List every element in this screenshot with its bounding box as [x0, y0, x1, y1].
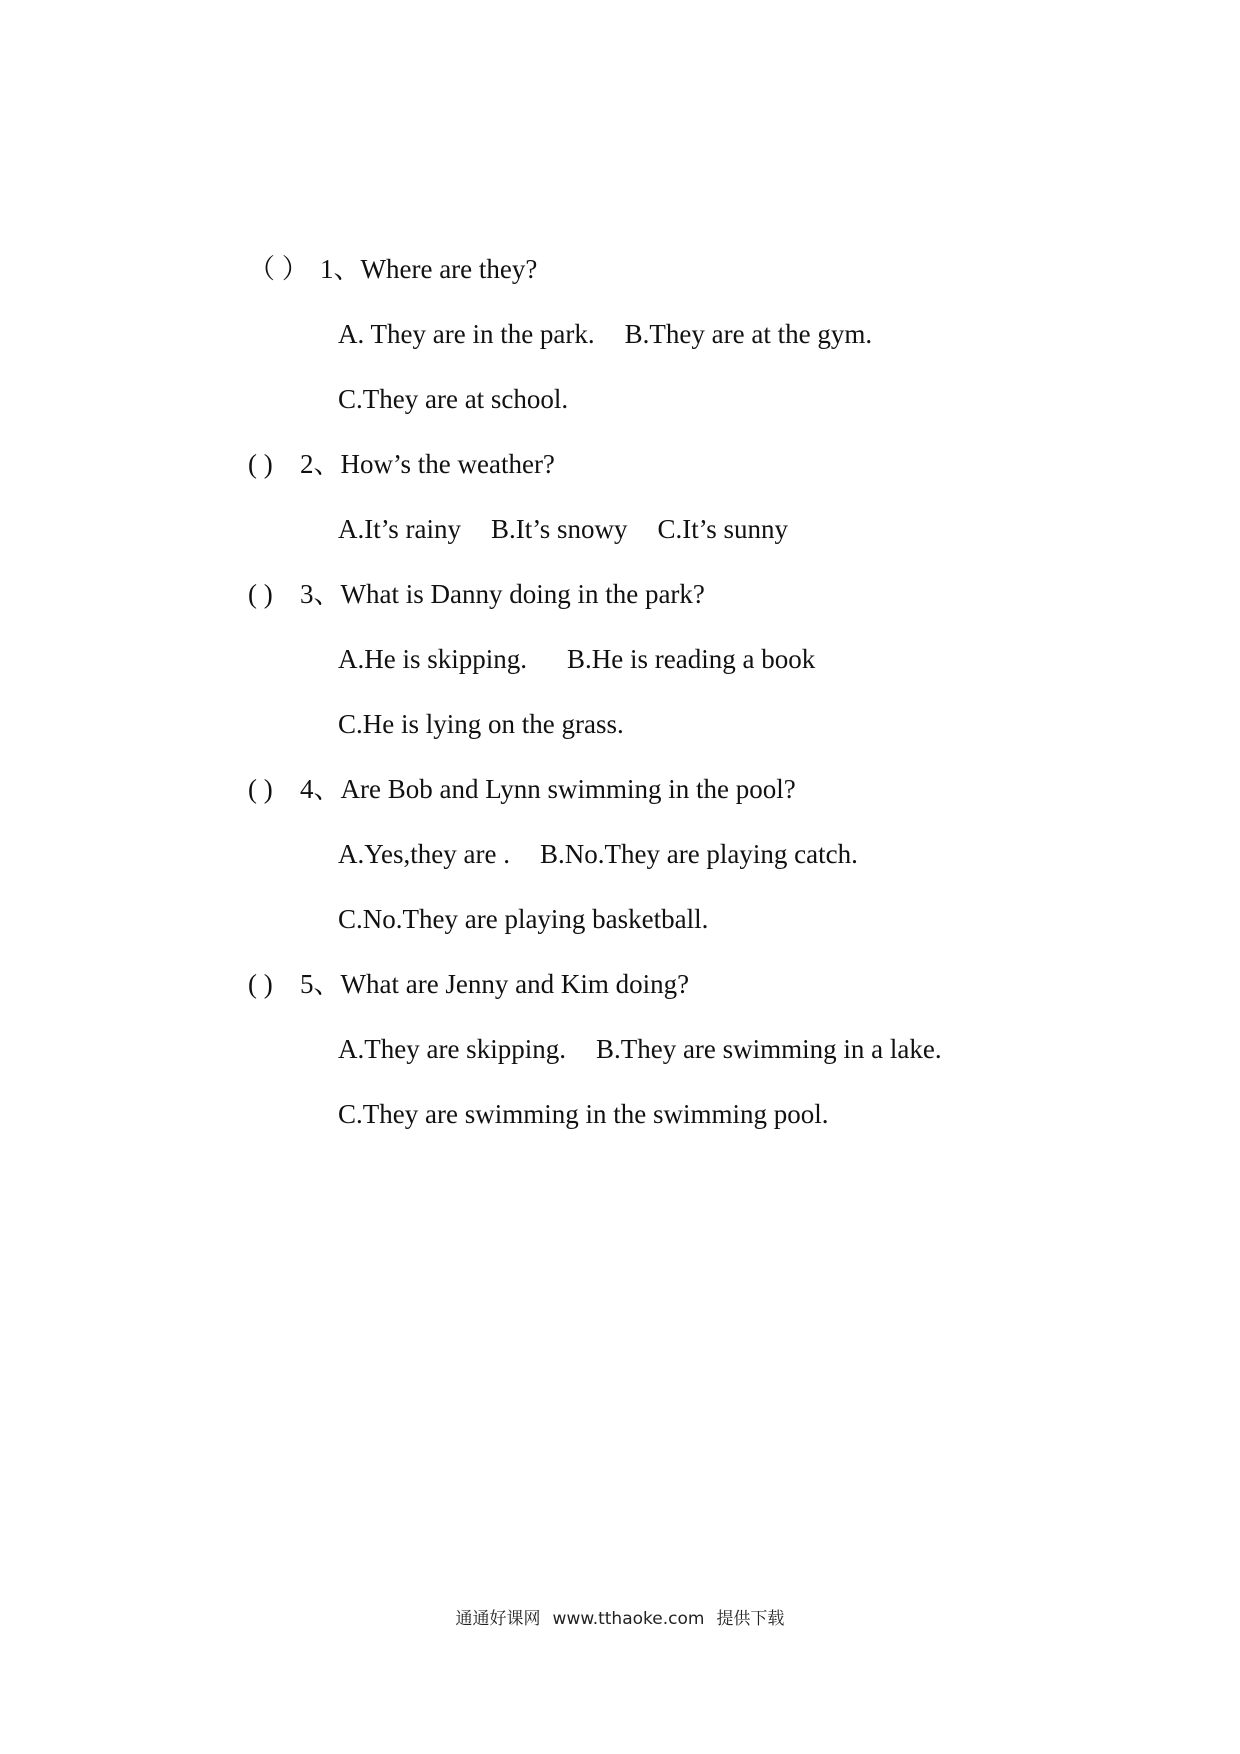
- question-3-options-row-1: [338, 642, 815, 676]
- question-4-option-b: B.No.They are playing catch.: [539, 839, 858, 869]
- answer-blank-5[interactable]: ( ): [248, 969, 273, 999]
- question-1-options-row-2: [338, 382, 568, 416]
- question-5-option-c: C.They are swimming in the swimming pool.: [338, 1099, 829, 1129]
- question-2-option-b: B.It’s snowy: [490, 514, 628, 544]
- question-3-option-c: C.He is lying on the grass.: [338, 709, 624, 739]
- question-4-options-row-2: [338, 902, 708, 936]
- question-4: [248, 772, 796, 806]
- answer-blank-4[interactable]: ( ): [248, 774, 273, 804]
- question-5-options-row-1: [338, 1032, 942, 1066]
- question-1-text: 1、Where are they?: [320, 254, 538, 284]
- question-3: [248, 577, 705, 611]
- question-5-option-b: B.They are swimming in a lake.: [595, 1034, 942, 1064]
- question-1-option-a: A. They are in the park.: [338, 319, 595, 349]
- question-4-options-row-1: [338, 837, 858, 871]
- question-2-option-a: A.It’s rainy: [338, 514, 461, 544]
- question-2-options-row-1: [338, 512, 788, 546]
- question-1-options-row-1: [338, 317, 872, 351]
- answer-blank-1[interactable]: （ ）: [248, 254, 309, 284]
- question-5-options-row-2: [338, 1097, 828, 1131]
- question-4-option-a: A.Yes,they are .: [338, 839, 510, 869]
- question-2-option-c: C.It’s sunny: [657, 514, 789, 544]
- question-3-option-a: A.He is skipping.: [338, 644, 527, 674]
- footer-suffix: 提供下载: [716, 1609, 785, 1629]
- answer-blank-3[interactable]: ( ): [248, 579, 273, 609]
- question-3-option-b: B.He is reading a book: [567, 644, 816, 674]
- question-1-option-c: C.They are at school.: [338, 384, 569, 414]
- question-5-text: 5、What are Jenny and Kim doing?: [300, 969, 690, 999]
- answer-blank-2[interactable]: ( ): [248, 449, 273, 479]
- footer-url[interactable]: www.tthaoke.com: [552, 1609, 705, 1629]
- question-4-text: 4、Are Bob and Lynn swimming in the pool?: [300, 774, 796, 804]
- question-5-option-a: A.They are skipping.: [338, 1034, 566, 1064]
- question-3-text: 3、What is Danny doing in the park?: [300, 579, 705, 609]
- question-5: [248, 967, 689, 1001]
- question-2: [248, 447, 555, 481]
- question-4-option-c: C.No.They are playing basketball.: [338, 904, 709, 934]
- page-footer: [0, 1604, 1240, 1629]
- question-1: [248, 252, 537, 286]
- footer-site-name: 通通好课网: [455, 1609, 541, 1629]
- question-2-text: 2、How’s the weather?: [300, 449, 555, 479]
- question-1-option-b: B.They are at the gym.: [624, 319, 873, 349]
- question-3-options-row-2: [338, 707, 624, 741]
